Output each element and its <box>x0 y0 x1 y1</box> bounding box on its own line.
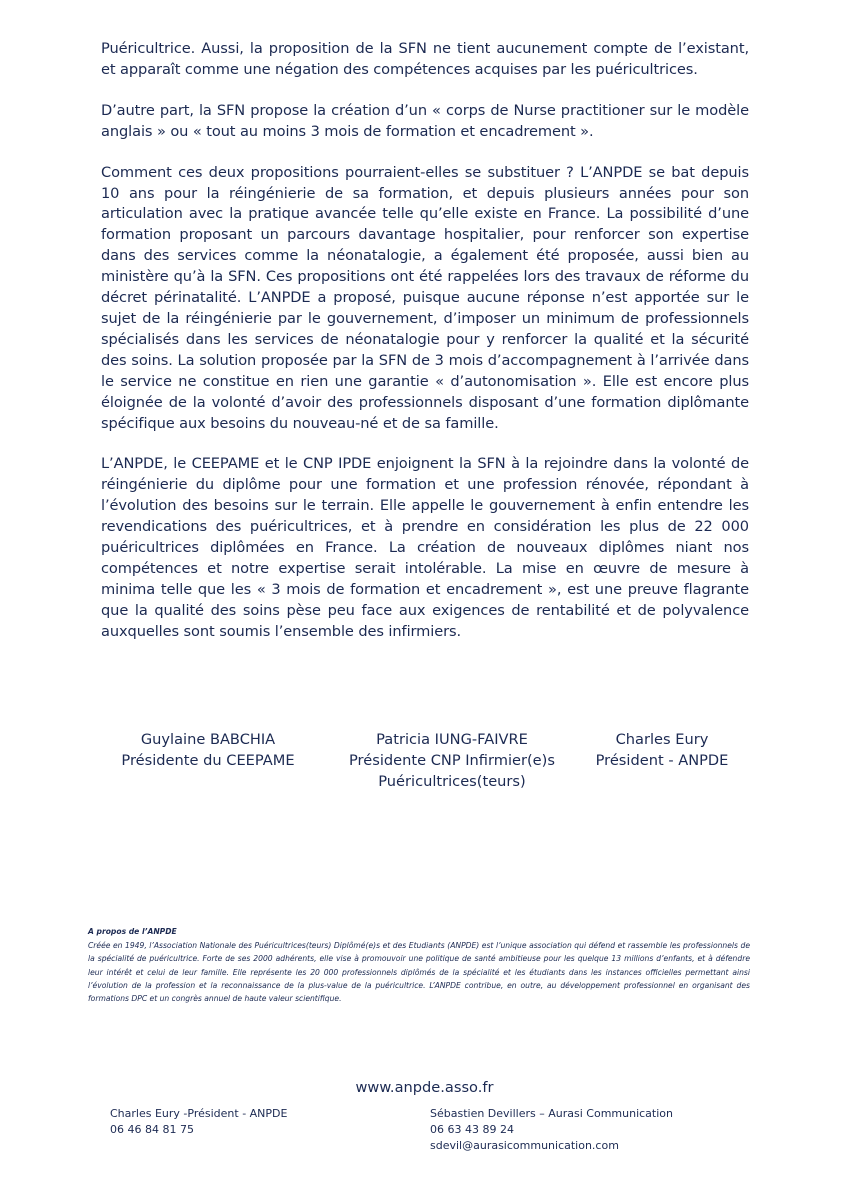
paragraph: Puéricultrice. Aussi, la proposition de la SFN ne tient aucunement compte de l’existant, et apparaît comme une négation des compétences acquises par les puéricultrices. <box>101 40 749 78</box>
signature-block <box>572 729 752 771</box>
contact-phone: 06 63 43 89 24 <box>430 1123 514 1136</box>
contact-phone: 06 46 84 81 75 <box>110 1123 194 1136</box>
contact-name: Charles Eury -Président - ANPDE <box>110 1107 288 1120</box>
about-section <box>88 925 750 1005</box>
signatory-title: Présidente du CEEPAME <box>121 752 295 769</box>
signatory-title: Président - ANPDE <box>595 752 729 769</box>
about-heading: A propos de l’ANPDE <box>88 927 177 936</box>
paragraph: Comment ces deux propositions pourraient-elles se substituer ? L’ANPDE se bat depuis 10 ans pour la réingénierie de sa formation, et depuis plusieurs années pour son articulation avec la pratique avancée telle qu’elle existe en France. La possibilité d’une formation proposant un parcours davantage hospitalier, pour renforcer son expertise dans des services comme la néonatalogie, a également été proposée, aussi bien au ministère qu’à la SFN. Ces propositions ont été rappelées lors des travaux de réforme du décret périnatalité. L’ANPDE a proposé, puisque aucune réponse n’est apportée sur le sujet de la réingénierie par le gouvernement, d’imposer un minimum de professionnels spécialisés dans les services de néonatalogie pour y renforcer la qualité et la sécurité des soins. La solution proposée par la SFN de 3 mois d’accompagnement à l’arrivée dans le service ne constitue en rien une garantie « d’autonomisation ». Elle est encore plus éloignée de la volonté d’avoir des professionnels disposant d’une formation diplômante spécifique aux besoins du nouveau-né et de sa famille. <box>101 163 749 432</box>
signatory-title-line2: Puéricultrices(teurs) <box>378 773 526 790</box>
signatory-name: Charles Eury <box>615 731 709 748</box>
contact-block <box>110 1106 287 1138</box>
about-text: Créée en 1949, l’Association Nationale des Puéricultrices(teurs) Diplômé(e)s et des Etudiants (ANPDE) est l’unique association qui défend et rassemble les professionnels de la spécialité de puéricultrice. Forte de ses 2000 adhérents, elle vise à promouvoir une politique de santé ambitieuse pour les quelque 13 millions d’enfants, et à défendre leur intérêt et celui de leur famille. Elle représente les 20 000 professionnels diplômés de la spécialité et les étudiants dans les instances officielles permettant ainsi l’évolution de la profession et la reconnaissance de la plus-value de la puéricultrice. L’ANPDE contribue, en outre, au développement professionnel en organisant des formations DPC et un congrès annuel de haute valeur scientifique. <box>88 941 750 1004</box>
signatory-name: Patricia IUNG-FAIVRE <box>376 731 528 748</box>
signature-block <box>329 729 575 792</box>
signatory-name: Guylaine BABCHIA <box>140 731 276 748</box>
contact-name: Sébastien Devillers – Aurasi Communication <box>430 1107 673 1120</box>
signatory-title: Présidente CNP Infirmier(e)s <box>349 752 555 769</box>
body-text <box>101 39 749 663</box>
paragraph: D’autre part, la SFN propose la création d’un « corps de Nurse practitioner sur le modèle anglais » ou « tout au moins 3 mois de formation et encadrement ». <box>101 101 749 140</box>
website-link[interactable]: www.anpde.asso.fr <box>355 1079 494 1096</box>
signatures <box>0 729 849 799</box>
contact-email[interactable]: sdevil@aurasicommunication.com <box>430 1139 619 1152</box>
paragraph: L’ANPDE, le CEEPAME et le CNP IPDE enjoignent la SFN à la rejoindre dans la volonté de réingénierie du diplôme pour une formation et une profession rénovée, répondant à l’évolution des besoins sur le terrain. Elle appelle le gouvernement à enfin entendre les revendications des puéricultrices, et à prendre en considération les plus de 22 000 puéricultrices diplômées en France. La création de nouveaux diplômes niant nos compétences et notre expertise serait intolérable. La mise en œuvre de mesure à minima telle que les « 3 mois de formation et encadrement », est une preuve flagrante que la qualité des soins pèse peu face aux exigences de rentabilité et de polyvalence auxquelles sont soumis l’ensemble des infirmiers. <box>101 455 749 640</box>
signature-block <box>108 729 308 771</box>
contact-block <box>430 1106 673 1154</box>
